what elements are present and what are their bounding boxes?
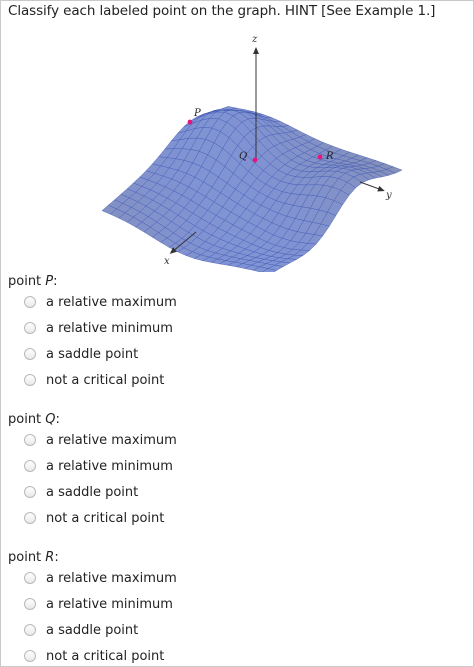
option-q-2[interactable] [24, 456, 173, 476]
point-q-marker [253, 158, 258, 163]
option-label: not a critical point [46, 372, 165, 388]
radio-button[interactable] [24, 624, 36, 636]
point-r-label: R [326, 151, 334, 162]
point-r-marker [318, 155, 323, 160]
option-p-1[interactable] [24, 292, 177, 312]
option-r-3[interactable] [24, 620, 138, 640]
option-p-3[interactable] [24, 344, 138, 364]
option-label: a saddle point [46, 622, 139, 638]
question-label-variable: P [45, 274, 54, 289]
option-r-1[interactable] [24, 568, 177, 588]
option-label: a relative maximum [46, 570, 177, 586]
radio-button[interactable] [24, 650, 36, 662]
option-p-2[interactable] [24, 318, 173, 338]
question-label-r [8, 550, 59, 565]
question-label-q [8, 412, 60, 427]
radio-button[interactable] [24, 572, 36, 584]
option-r-2[interactable] [24, 594, 173, 614]
option-q-4[interactable] [24, 508, 164, 528]
question-label-p [8, 274, 58, 289]
option-q-3[interactable] [24, 482, 138, 502]
option-label: a relative maximum [46, 432, 177, 448]
radio-button[interactable] [24, 296, 36, 308]
radio-button[interactable] [24, 348, 36, 360]
question-label-suffix: : [54, 550, 59, 565]
point-p-marker [188, 120, 193, 125]
question-label-variable: Q [45, 412, 56, 427]
question-label-suffix: : [53, 274, 58, 289]
option-label: a relative minimum [46, 596, 173, 612]
z-axis-label: z [252, 34, 258, 45]
radio-button[interactable] [24, 512, 36, 524]
option-label: a relative minimum [46, 458, 173, 474]
option-q-1[interactable] [24, 430, 177, 450]
question-label-prefix: point [8, 412, 46, 427]
question-label-prefix: point [8, 550, 46, 565]
point-p-label: P [194, 108, 201, 119]
option-label: a relative maximum [46, 294, 177, 310]
question-label-suffix: : [55, 412, 60, 427]
option-p-4[interactable] [24, 370, 164, 390]
radio-button[interactable] [24, 434, 36, 446]
question-label-variable: R [45, 550, 55, 565]
surface-graph [0, 22, 474, 272]
question-prompt: Classify each labeled point on the graph. HINT [See Example 1.] [8, 3, 436, 19]
x-axis-label: x [164, 256, 170, 267]
option-label: a relative minimum [46, 320, 173, 336]
option-label: not a critical point [46, 510, 165, 526]
point-q-label: Q [239, 151, 248, 162]
option-label: a saddle point [46, 346, 139, 362]
radio-button[interactable] [24, 598, 36, 610]
radio-button[interactable] [24, 486, 36, 498]
radio-button[interactable] [24, 374, 36, 386]
y-axis [360, 182, 382, 190]
y-axis-label: y [386, 190, 392, 201]
radio-button[interactable] [24, 460, 36, 472]
option-label: a saddle point [46, 484, 139, 500]
option-label: not a critical point [46, 648, 165, 664]
question-label-prefix: point [8, 274, 46, 289]
option-r-4[interactable] [24, 646, 164, 666]
surface-mesh [102, 106, 402, 272]
radio-button[interactable] [24, 322, 36, 334]
